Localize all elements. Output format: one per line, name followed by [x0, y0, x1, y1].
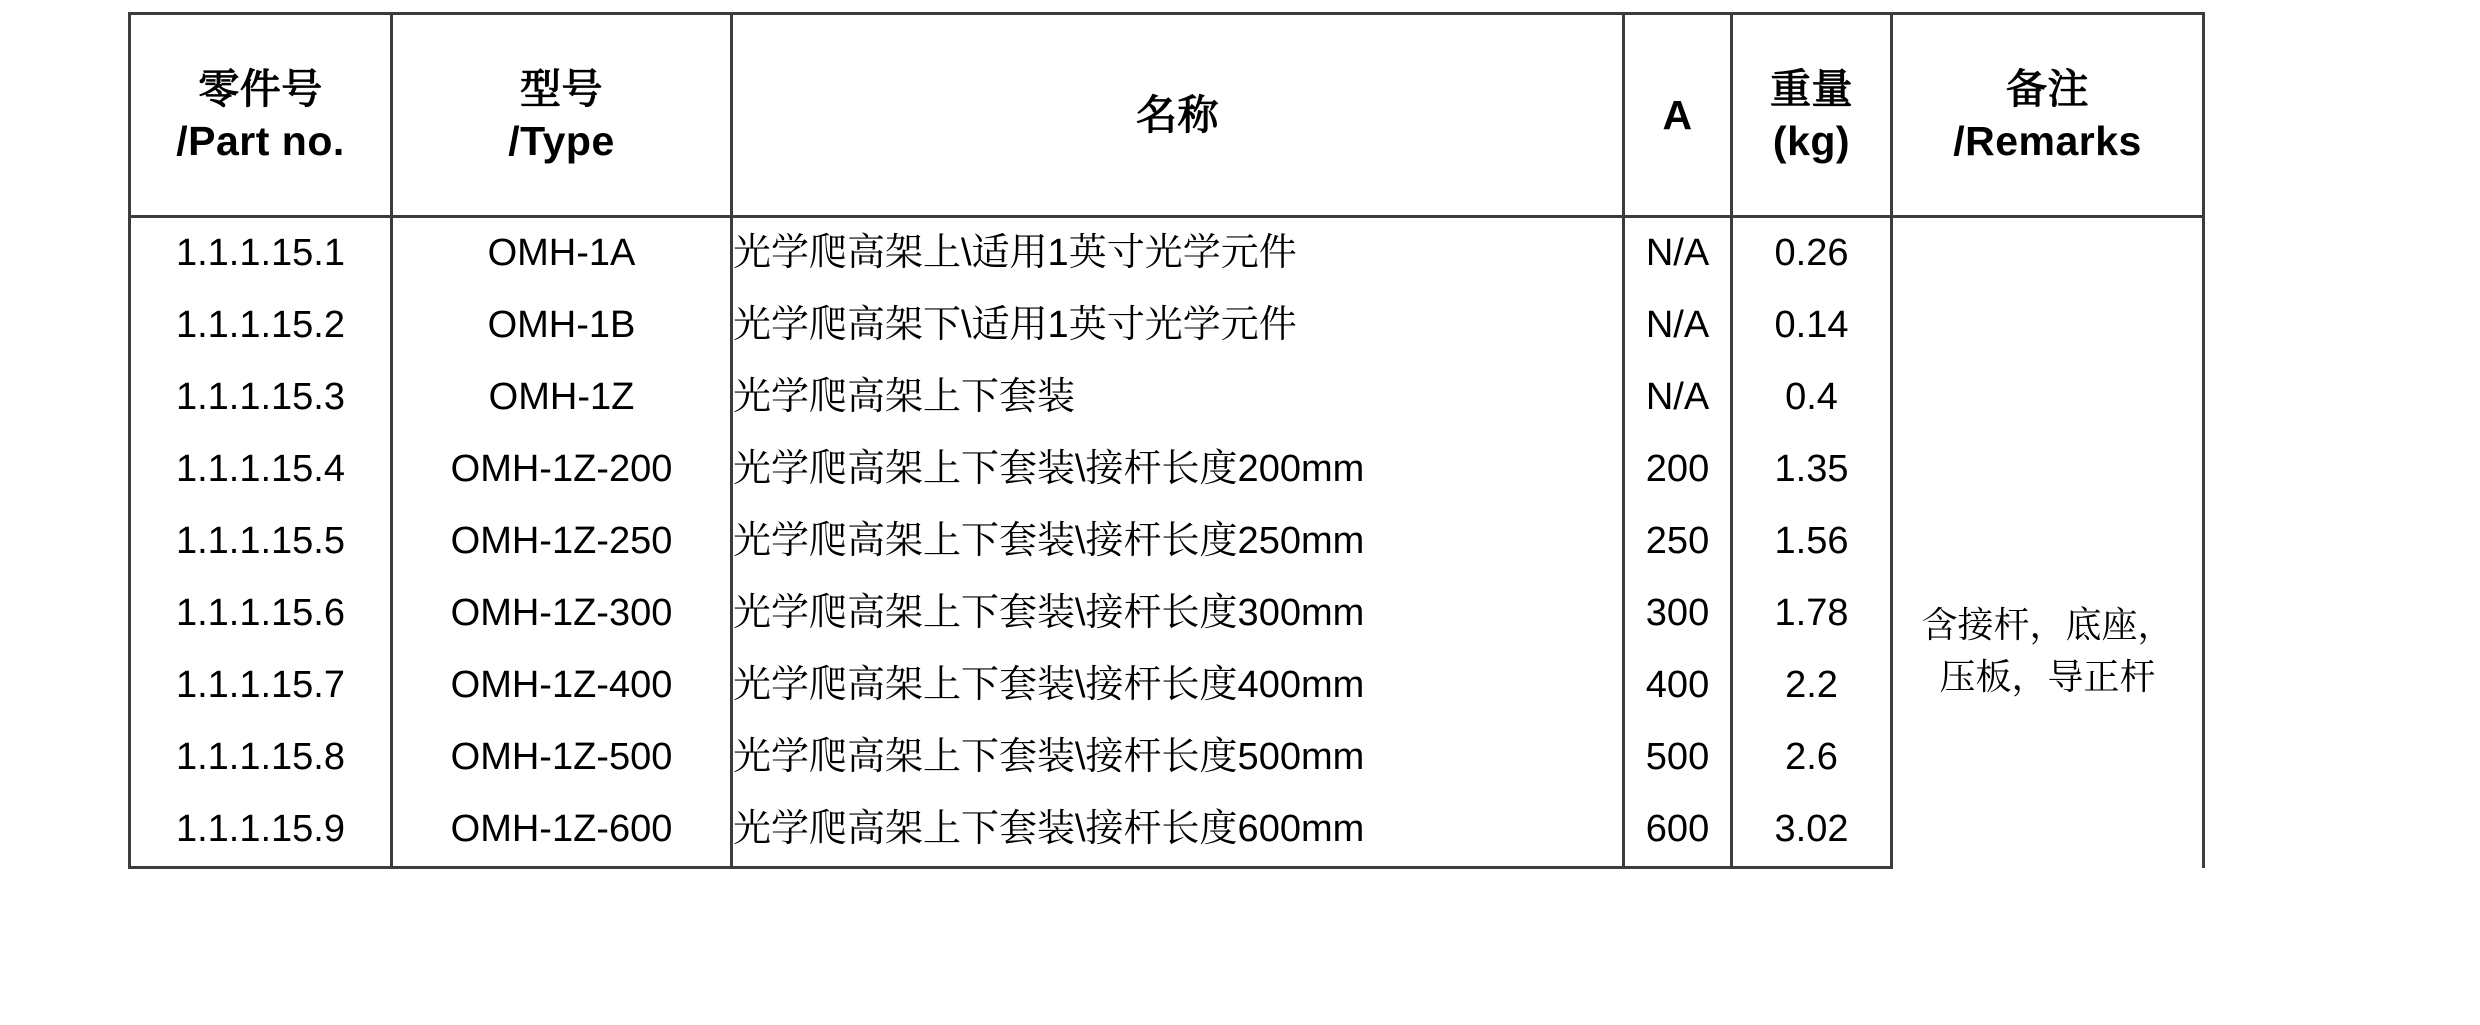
cell-type: OMH-1Z-300 [392, 578, 732, 650]
cell-part-no: 1.1.1.15.7 [130, 650, 392, 722]
column-header-part-no [130, 14, 392, 217]
cell-remarks-merged [1892, 434, 2204, 868]
column-header-remarks-en: /Remarks [1953, 118, 2142, 164]
column-header-weight-unit: (kg) [1772, 118, 1851, 164]
cell-remarks-empty [1892, 217, 2204, 291]
cell-type: OMH-1Z-200 [392, 434, 732, 506]
cell-a: 400 [1624, 650, 1732, 722]
cell-type: OMH-1A [392, 217, 732, 291]
cell-type: OMH-1B [392, 290, 732, 362]
cell-weight: 0.4 [1732, 362, 1892, 434]
table-header-row [130, 14, 2204, 217]
cell-part-no: 1.1.1.15.8 [130, 722, 392, 794]
cell-type: OMH-1Z [392, 362, 732, 434]
table-row [130, 434, 2204, 506]
column-header-a [1624, 14, 1732, 217]
cell-type: OMH-1Z-500 [392, 722, 732, 794]
cell-name: 光学爬高架上下套装\接杆长度300mm [732, 578, 1624, 650]
table-body [130, 217, 2204, 868]
cell-weight: 1.35 [1732, 434, 1892, 506]
cell-a: N/A [1624, 362, 1732, 434]
cell-part-no: 1.1.1.15.1 [130, 217, 392, 291]
cell-weight: 2.6 [1732, 722, 1892, 794]
cell-type: OMH-1Z-400 [392, 650, 732, 722]
column-header-a-label: A [1662, 91, 1693, 138]
cell-a: 500 [1624, 722, 1732, 794]
cell-name: 光学爬高架上下套装\接杆长度600mm [732, 794, 1624, 868]
column-header-part-no-cn: 零件号 [198, 65, 323, 112]
cell-part-no: 1.1.1.15.4 [130, 434, 392, 506]
cell-remarks-empty [1892, 290, 2204, 362]
cell-part-no: 1.1.1.15.9 [130, 794, 392, 868]
cell-a: 600 [1624, 794, 1732, 868]
cell-a: 300 [1624, 578, 1732, 650]
remarks-text: 含接杆，底座，压板，导正杆 [1921, 603, 2174, 697]
cell-name: 光学爬高架上下套装\接杆长度250mm [732, 506, 1624, 578]
cell-weight: 3.02 [1732, 794, 1892, 868]
cell-a: N/A [1624, 290, 1732, 362]
table-header [130, 14, 2204, 217]
cell-weight: 0.26 [1732, 217, 1892, 291]
column-header-remarks [1892, 14, 2204, 217]
cell-a: 200 [1624, 434, 1732, 506]
column-header-remarks-cn: 备注 [2006, 65, 2089, 112]
column-header-type-cn: 型号 [520, 65, 603, 112]
cell-weight: 1.78 [1732, 578, 1892, 650]
cell-name: 光学爬高架上下套装 [732, 362, 1624, 434]
cell-part-no: 1.1.1.15.3 [130, 362, 392, 434]
cell-name: 光学爬高架上下套装\接杆长度400mm [732, 650, 1624, 722]
table-row [130, 217, 2204, 291]
column-header-weight [1732, 14, 1892, 217]
column-header-part-no-en: /Part no. [176, 118, 345, 164]
cell-weight: 0.14 [1732, 290, 1892, 362]
cell-type: OMH-1Z-600 [392, 794, 732, 868]
cell-name: 光学爬高架上\适用1英寸光学元件 [732, 217, 1624, 291]
table-row [130, 290, 2204, 362]
cell-remarks-empty [1892, 362, 2204, 434]
column-header-type [392, 14, 732, 217]
cell-weight: 2.2 [1732, 650, 1892, 722]
cell-type: OMH-1Z-250 [392, 506, 732, 578]
cell-name: 光学爬高架上下套装\接杆长度200mm [732, 434, 1624, 506]
cell-part-no: 1.1.1.15.5 [130, 506, 392, 578]
cell-a: 250 [1624, 506, 1732, 578]
cell-part-no: 1.1.1.15.2 [130, 290, 392, 362]
column-header-name-cn: 名称 [1136, 91, 1219, 138]
column-header-type-en: /Type [508, 118, 615, 164]
table-row [130, 362, 2204, 434]
column-header-weight-cn: 重量 [1770, 65, 1853, 112]
cell-name: 光学爬高架上下套装\接杆长度500mm [732, 722, 1624, 794]
cell-part-no: 1.1.1.15.6 [130, 578, 392, 650]
cell-a: N/A [1624, 217, 1732, 291]
cell-name: 光学爬高架下\适用1英寸光学元件 [732, 290, 1624, 362]
column-header-name [732, 14, 1624, 217]
cell-weight: 1.56 [1732, 506, 1892, 578]
parts-table [128, 12, 2205, 869]
